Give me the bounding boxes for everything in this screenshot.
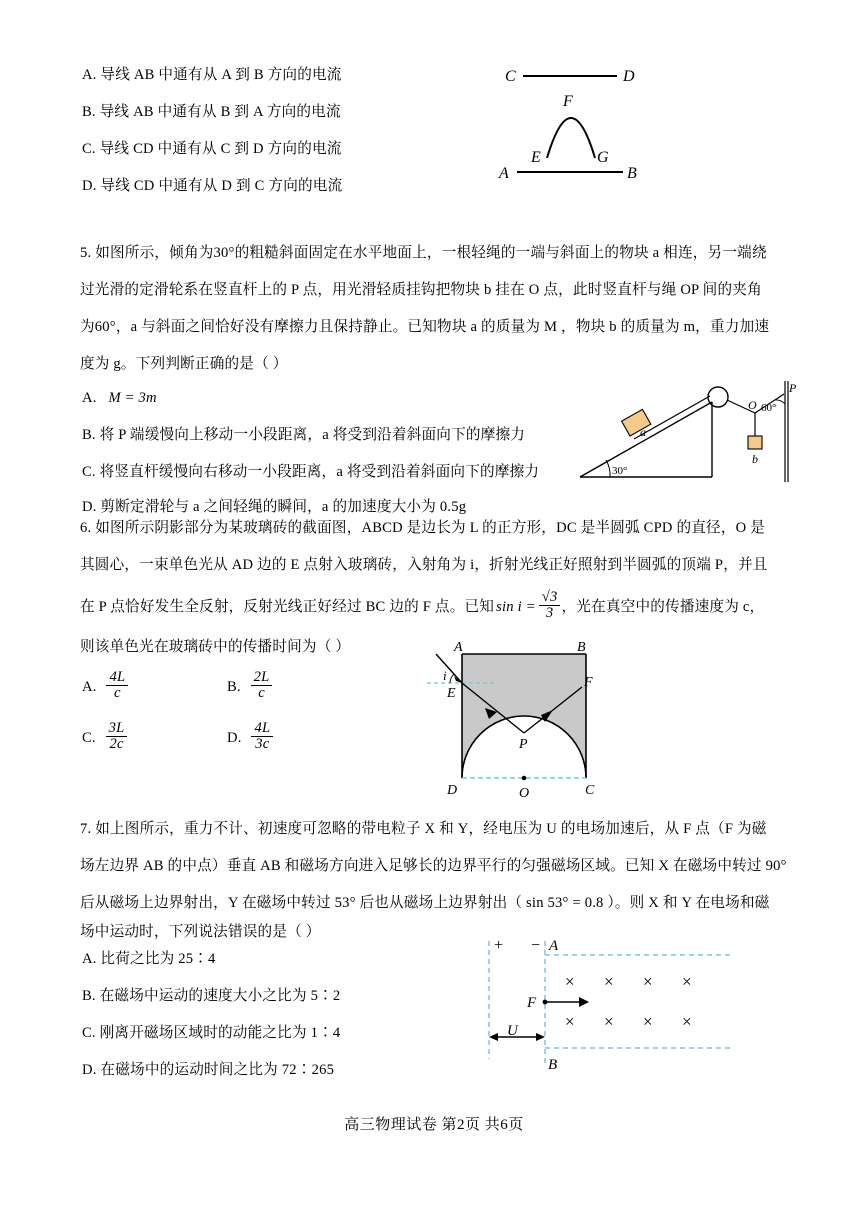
q4-fig-label-e: E (531, 149, 541, 166)
q7-stem-line-2: 场左边界 AB 的中点）垂直 AB 和磁场方向进入足够长的边界平行的匀强磁场区域。已知 X 在磁场中转过 90° (80, 858, 787, 874)
q7-cross: × (682, 1012, 692, 1031)
q6-stem-line-2: 其圆心，一束单色光从 AD 边的 E 点射入玻璃砖，入射角为 i，折射光线正好照射到半圆弧的顶端 P，并且 (80, 557, 768, 573)
q7-cross: × (682, 972, 692, 991)
q5-option-b: B. 将 P 端缓慢向上移动一小段距离，a 将受到沿着斜面向下的摩擦力 (82, 427, 526, 443)
q6-option-a (82, 668, 129, 704)
q6-option-c-num: 3L (108, 719, 125, 736)
q6-option-d-frac (251, 721, 273, 753)
q6-option-d-den: 3c (251, 736, 273, 752)
q6-incident-ray (436, 654, 462, 683)
q6-frac-num: √3 (541, 588, 558, 605)
q5-fig-label-p: P (789, 381, 797, 395)
q4-option-c: C. 导线 CD 中通有从 C 到 D 方向的电流 (82, 141, 342, 157)
q6-stem-line-3-a: 在 P 点恰好发生全反射，反射光线正好经过 BC 边的 F 点。已知 (80, 599, 495, 616)
q4-fig-label-g: G (597, 149, 609, 166)
q5-option-a (82, 391, 157, 406)
q5-fig-label-block-a: a (640, 425, 646, 439)
q7-fig-label-f: F (527, 995, 537, 1011)
q6-fig-label-o: O (519, 786, 530, 801)
q5-option-a-label: A. (82, 390, 97, 406)
q7-stem-line-4: 场中运动时，下列说法错误的是（ ） (80, 924, 321, 940)
q4-fig-label-c: C (505, 68, 516, 85)
q7-stem-line-3: 后从磁场上边界射出，Y 在磁场中转过 53° 后也从磁场上边界射出（ sin 53° = 0.8 ）。则 X 和 Y 在电场和磁 (80, 895, 770, 911)
q5-fig-label-o: O (748, 398, 757, 412)
q6-option-c (82, 719, 128, 755)
q7-cross: × (604, 972, 614, 991)
q5-fig-angle-incline: 30° (612, 465, 628, 477)
q6-stem-line-4: 则该单色光在玻璃砖中的传播时间为（ ） (80, 639, 351, 655)
q5-option-c: C. 将竖直杆缓慢向右移动一小段距离，a 将受到沿着斜面向下的摩擦力 (82, 464, 540, 480)
q6-option-c-den: 2c (106, 736, 128, 752)
q6-stem-line-3 (80, 588, 765, 624)
q5-option-a-math: M = 3m (108, 390, 157, 406)
q4-figure (495, 58, 655, 188)
q7-option-d: D. 在磁场中的运动时间之比为 72∶265 (82, 1062, 335, 1078)
q6-fig-label-c: C (585, 783, 595, 798)
q6-fig-label-f: F (584, 675, 593, 690)
q6-fig-label-e: E (447, 686, 456, 701)
q7-option-a: A. 比荷之比为 25∶4 (82, 951, 216, 967)
q6-option-b-num: 2L (253, 668, 270, 685)
q7-fig-label-b: B (548, 1057, 558, 1073)
q7-cross: × (643, 972, 653, 991)
q7-cross: × (643, 1012, 653, 1031)
q6-fig-label-d: D (447, 783, 458, 798)
q4-option-b: B. 导线 AB 中通有从 B 到 A 方向的电流 (82, 104, 341, 120)
q6-option-d-label: D. (227, 730, 242, 747)
q6-option-a-den: c (106, 685, 128, 701)
q7-cross: × (565, 972, 575, 991)
q7-cross: × (604, 1012, 614, 1031)
q7-option-c: C. 刚离开磁场区域时的动能之比为 1∶4 (82, 1025, 341, 1041)
q5-fig-label-block-b: b (752, 452, 758, 466)
q7-cross: × (565, 1012, 575, 1031)
q6-center-dot (522, 776, 527, 781)
q6-fig-label-b: B (577, 640, 586, 655)
q6-fig-label-i: i (443, 668, 447, 683)
q7-stem-line-1: 7. 如上图所示，重力不计、初速度可忽略的带电粒子 X 和 Y，经电压为 U 的电场加速后，从 F 点（F 为磁 (80, 821, 767, 837)
q6-frac-den: 3 (539, 605, 561, 621)
q5-stem-line-3: 为60°，a 与斜面之间恰好没有摩擦力且保持静止。已知物块 a 的质量为 M ，物块 b 的质量为 m，重力加速 (80, 319, 770, 335)
q6-fig-label-p: P (519, 737, 528, 752)
q6-sin-i: sin i = (496, 599, 536, 616)
q5-option-d: D. 剪断定滑轮与 a 之间轻绳的瞬间，a 的加速度大小为 0.5g (82, 499, 467, 515)
page-footer: 高三物理试卷 第2页 共6页 (344, 1117, 524, 1133)
q6-option-d (227, 719, 274, 755)
q4-fig-label-d: D (623, 68, 635, 85)
q5-fig-block-b (748, 436, 762, 449)
q5-stem-line-4: 度为 g。下列判断正确的是（ ） (80, 356, 288, 372)
q5-figure (572, 378, 798, 490)
q6-option-b-den: c (251, 685, 273, 701)
q6-option-a-num: 4L (109, 668, 126, 685)
q6-option-b-frac (251, 670, 273, 702)
q7-fig-label-u: U (507, 1023, 518, 1039)
q6-option-b (227, 668, 273, 704)
q7-minus-sign: − (531, 937, 541, 954)
q6-option-c-label: C. (82, 730, 96, 747)
q4-option-d: D. 导线 CD 中通有从 D 到 C 方向的电流 (82, 178, 343, 194)
q4-fig-label-a: A (499, 165, 509, 182)
q6-option-c-frac (106, 721, 128, 753)
q6-figure (425, 636, 640, 806)
q6-stem-line-1: 6. 如图所示阴影部分为某玻璃砖的截面图，ABCD 是边长为 L 的正方形，DC 是半圆弧 CPD 的直径，O 是 (80, 520, 766, 536)
q6-option-d-num: 4L (254, 719, 271, 736)
q6-option-a-frac (106, 670, 128, 702)
q5-stem-line-1: 5. 如图所示，倾角为30°的粗糙斜面固定在水平地面上，一根轻绳的一端与斜面上的物块 a 相连，另一端绕 (80, 245, 767, 261)
q6-stem-line-3-b: ，光在真空中的传播速度为 c， (561, 599, 765, 616)
q4-fig-label-b: B (627, 165, 637, 182)
q6-fig-label-a: A (454, 640, 463, 655)
q5-stem-line-2: 过光滑的定滑轮系在竖直杆上的 P 点，用光滑轻质挂钩把物块 b 挂在 O 点，此时竖直杆与绳 OP 间的夹角 (80, 282, 762, 298)
q6-option-a-label: A. (82, 679, 97, 696)
q6-option-b-label: B. (227, 679, 241, 696)
q7-option-b: B. 在磁场中运动的速度大小之比为 5∶2 (82, 988, 341, 1004)
q4-fig-label-f: F (563, 93, 573, 110)
q4-option-a: A. 导线 AB 中通有从 A 到 B 方向的电流 (82, 67, 342, 83)
q7-plus-sign: + (494, 937, 504, 954)
q5-fig-angle-rope: 60° (761, 402, 777, 414)
q7-figure (465, 933, 750, 1073)
q6-sqrt3-over-3 (539, 590, 561, 622)
q7-fig-label-a: A (549, 938, 559, 954)
